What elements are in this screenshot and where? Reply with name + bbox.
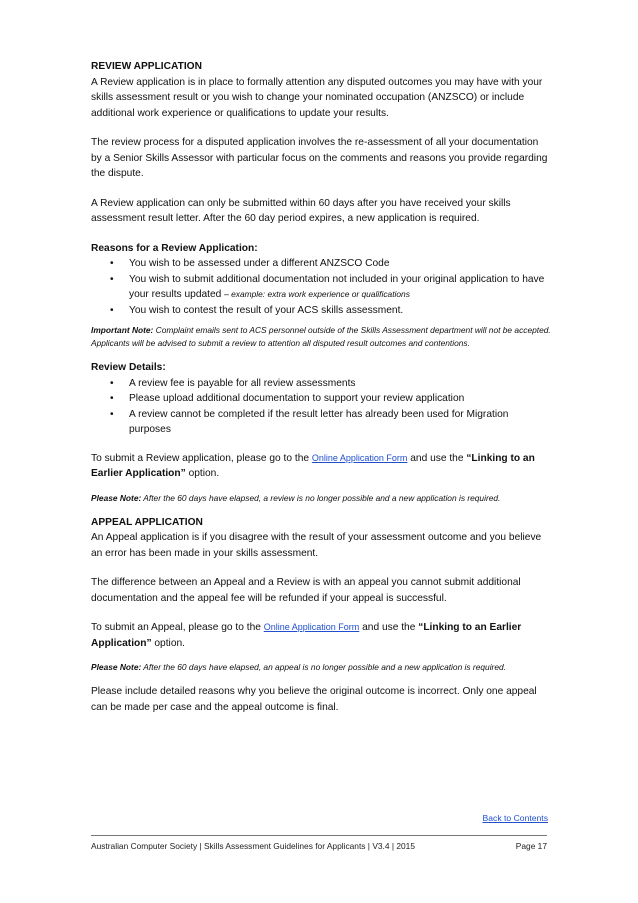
reasons-list bbox=[91, 256, 551, 318]
online-application-form-link[interactable]: Online Application Form bbox=[263, 622, 360, 632]
review-process-paragraph: The review process for a disputed application involves the re-assessment of all your documentation by a Senior Skills Assessor with particular focus on the comments and reasons you provide regarding the dispute. bbox=[91, 137, 548, 179]
back-to-contents-link[interactable]: Back to Contents bbox=[482, 813, 548, 823]
review-please-note: Please Note: After the 60 days have elapsed, a review is no longer possible and a new application is required. bbox=[91, 492, 501, 503]
review-details-list bbox=[91, 376, 551, 438]
example-text: – example: extra work experience or qualifications bbox=[224, 289, 410, 299]
appeal-heading: APPEAL APPLICATION bbox=[91, 516, 203, 528]
important-note: Important Note: Complaint emails sent to ACS personnel outside of the Skills Assessment department will not be accepted. Applicants will be advised to submit a review to attention all disputed result outcomes and contentions. bbox=[91, 325, 551, 348]
bullet-icon: • bbox=[110, 258, 114, 269]
appeal-please-note: Please Note: After the 60 days have elapsed, an appeal is no longer possible and a new application is required. bbox=[91, 662, 506, 672]
review-details-heading: Review Details: bbox=[91, 362, 166, 373]
footer-divider bbox=[91, 835, 547, 836]
appeal-submit-paragraph: To submit an Appeal, please go to the Online Application Form and use the “Linking to an Earlier Application” option. bbox=[91, 622, 522, 649]
list-item: • A review cannot be completed if the result letter has already been used for Migration purposes bbox=[110, 408, 509, 435]
bullet-icon: • bbox=[110, 273, 114, 285]
review-submit-paragraph: To submit a Review application, please go to the Online Application Form and use the “Linking to an Earlier Application” option. bbox=[91, 452, 535, 479]
appeal-difference-paragraph: The difference between an Appeal and a Review is with an appeal you cannot submit additional documentation and the appeal fee will be refunded if your appeal is successful. bbox=[91, 577, 521, 604]
appeal-intro-paragraph: An Appeal application is if you disagree with the result of your assessment outcome and you believe an error has been made in your skills assessment. bbox=[91, 532, 542, 559]
document-body bbox=[91, 59, 551, 715]
review-intro-paragraph: A Review application is in place to formally attention any disputed outcomes you may have with your skills assessment result or you wish to change your nominated occupation (ANZSCO) or include additional work experience or qualifications to update your results. bbox=[91, 76, 543, 119]
review-deadline-paragraph: A Review application can only be submitted within 60 days after you have received your skills assessment result letter. After the 60 day period expires, a new application is required. bbox=[91, 197, 511, 224]
list-item: • You wish to be assessed under a different ANZSCO Code bbox=[91, 256, 551, 272]
page-footer bbox=[91, 841, 547, 851]
bullet-icon: • bbox=[110, 408, 114, 420]
appeal-reasons-paragraph: Please include detailed reasons why you believe the original outcome is incorrect. Only one appeal can be made per case and the appeal outcome is final. bbox=[91, 686, 537, 713]
online-application-form-link[interactable]: Online Application Form bbox=[311, 452, 408, 463]
list-item: • You wish to contest the result of your ACS skills assessment. bbox=[91, 303, 551, 319]
list-item: • Please upload additional documentation to support your review application bbox=[91, 391, 551, 407]
bullet-icon: • bbox=[110, 377, 114, 389]
bullet-icon: • bbox=[110, 393, 114, 404]
review-heading: REVIEW APPLICATION bbox=[91, 61, 202, 72]
list-item: • You wish to submit additional documentation not included in your original application to have your results updated – example: extra work experience or qualifications bbox=[110, 273, 545, 300]
list-item: • A review fee is payable for all review assessments bbox=[91, 376, 551, 392]
footer-left-text: Australian Computer Society | Skills Assessment Guidelines for Applicants | V3.4 | 2015 bbox=[91, 841, 416, 851]
bullet-icon: • bbox=[110, 304, 114, 316]
page-number: Page 17 bbox=[515, 841, 547, 851]
reasons-heading: Reasons for a Review Application: bbox=[91, 242, 258, 254]
